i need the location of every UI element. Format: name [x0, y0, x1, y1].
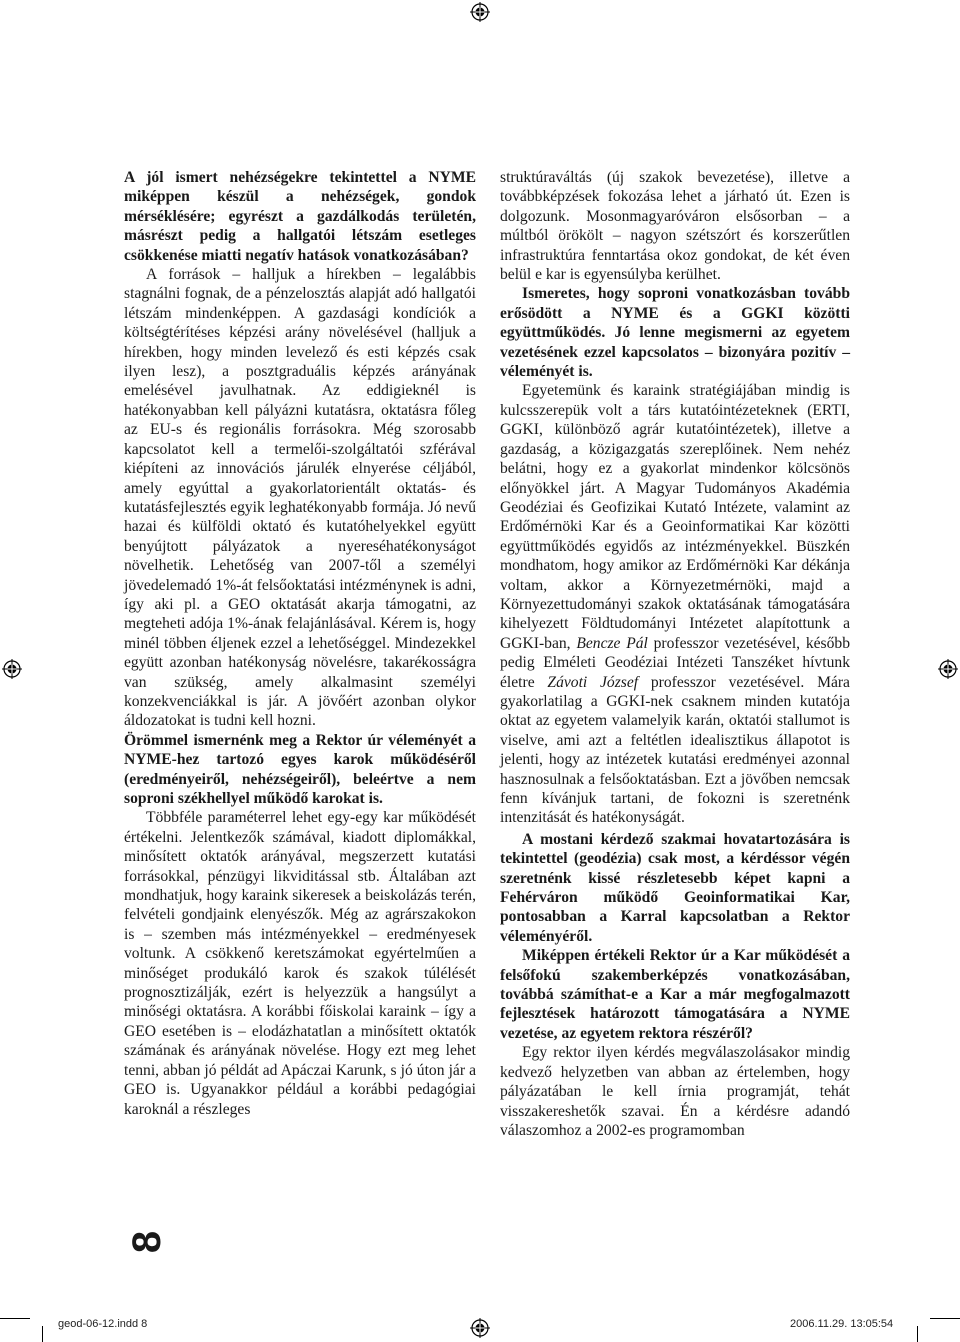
crop-mark: [0, 1318, 30, 1319]
left-column: [124, 168, 476, 1119]
page-number: 8: [125, 1230, 169, 1254]
crop-mark: [42, 1326, 43, 1342]
registration-mark-icon: [470, 1318, 490, 1338]
answer-text: Egyetemünk és karaink stratégiájában mindig is kulcsszerepük volt a társ kutatóintézeteknek (ERTI, GGKI, különböző agrár kutatóintézetek), illetve a gazdaság, a közigazgatás szereplőinek. Nem nehéz belátni, hogy ez a gyakorlat mindenkor kölcsönös előnyökkel járt. A Magyar Tudományos Akadémia Geodéziai és Geofizikai Kutató Intézete, valamint az Erdőmérnöki Kar és a Geoinformatikai Kar közötti együttműködés egyidős az intézményekkel. Büszkén mondhatom, hogy amikor az Erdőmérnöki Kar dékánja voltam, akkor a Környezetmérnöki, majd a Környezettudományi szakok oktatásának támogatására kihelyezett Földtudományi Intézetet alapítottunk a GGKI-ban,: [500, 382, 850, 652]
answer-text: professzor vezetésével, később pedig Elméleti Geodéziai Intézeti Tanszéket hívtunk életre: [500, 634, 850, 691]
person-name: Závoti József: [547, 673, 639, 691]
question-paragraph: Ismeretes, hogy soproni vonatkozásban tovább erősödött a NYME és a GGKI közötti együttműködés. Jó lenne megismerni az egyetem vezetésének ezzel kapcsolatos – bizonyára pozitív – véleményét is.: [500, 285, 850, 381]
question-paragraph: Miképpen értékeli Rektor úr a Kar működését a felsőfokú szakemberképzés vonatkozásában, továbbá számíthat-e a Kar a már megfogalmazott fejlesztések határozott támogatására a NYME vezetése, az egyetem rektora részéről?: [500, 947, 850, 1042]
registration-mark-icon: [470, 2, 490, 22]
answer-paragraph: struktúraváltás (új szakok bevezetése), illetve a továbbképzések fokozása lehet a járható út. Ezen is dolgozunk. Mosonmagyaróváron elsősorban – a múltból örökölt – nagyon szétszórt és korszerűtlen infrastruktúra fenntartása okoz gondokat, de két éven belül e kar is egyensúlyba kerülhet.: [500, 169, 850, 284]
answer-paragraph: A források – halljuk a hírekben – legalábbis stagnálni fognak, de a pénzelosztás alapját adó hallgatói létszám mindenképpen. A gazdasági kondíciók a költségtérítéses képzési arány növelésével (halljuk a hírekben, hogy minden levelező és esti képzés csak ilyen lesz), a posztgraduális képzés arányának emelésével javulhatnak. Az eddigieknél is hatékonyabban kell pályázni kutatásra, oktatásra főleg az EU-s és regionális forrásokra. Még szorosabb kapcsolatot kell a termelői-szolgáltatói szférával kiépíteni az innovációs járulék elnyerése céljából, amely egyúttal a gyakorlatorientált oktatás- és kutatásfejlesztés egyik leghatékonyabb formája. Jó nevű hazai és külföldi oktató és kutatóhelyekkel együtt benyújtott pályázatok a nyereséhatékonyságot növelhetik. Lehetőség van 2007-től a személyi jövedelemadó 1%-át felsőoktatási intézménynek is adni, így aki pl. a GEO oktatását akarja támogatni, az megteheti adója 1%-ának felajánlásával. Kérem is, hogy minél többen éljenek ezzel a lehetőséggel. Mindezekkel együtt azonban hatékonyság növelésre, takarékosságra van szükség, amely alkalmasint személyi konzekvenciákkal is jár. A jövőért azonban olykor áldozatokat is tudni kell hozni.: [124, 266, 476, 730]
registration-mark-icon: [2, 659, 22, 679]
answer-paragraph: Egy rektor ilyen kérdés megválaszolásakor mindig kedvező helyzetben van abban az értelemben, hogy pályázatában le kell írnia programját, tehát visszakereshetők szavai. Én a kérdésre adandó válaszomhoz a 2002-es programomban: [500, 1044, 850, 1139]
crop-mark: [917, 1326, 918, 1342]
answer-paragraph: [500, 381, 850, 827]
person-name: Bencze Pál: [576, 634, 648, 652]
answer-paragraph: Többféle paraméterrel lehet egy-egy kar működését értékelni. Jelentkezők számával, kiadott diplomákkal, minősített oktatók arányával, megszerzett kutatási forrásokkal, pénzügyi likviditással stb. Általában azt mondhatjuk, hogy karaink sikeresek a beiskolázás terén, felvételi gondjaink elenyészők. Még az agrárszakokon is – szemben más intézményekkel – eredményesek voltunk. A csökkenő keretszámokat egyértelműen a minőséget produkáló karok és szakok túlélését prognosztizálják, ezért is helyezzük a hangsúlyt a minőségi oktatásra. A korábbi főiskolai karaink – így a GEO esetében is – elodázhatatlan a minősített oktatók számának és arányának növelése. Hogy ezt meg lehet tenni, abban jó példát ad Apáczai Karunk, s jó úton jár a GEO is. Ugyanakkor például a korábbi pedagógiai karoknál a részleges: [124, 809, 476, 1118]
question-paragraph: A mostani kérdező szakmai hovatartozására is tekintettel (geodézia) csak most, a kérdéssor végén szeretnénk kissé részletesebb képet kapni a Fehérváron működő Geoinformatikai Kar, pontosabban a Karral kapcsolatban a Rektor véleményéről.: [500, 830, 850, 945]
slug-filename: geod-06-12.indd 8: [58, 1318, 148, 1330]
question-paragraph: A jól ismert nehézségekre tekintettel a NYME miképpen készül a nehézségek, gondok mérséklésére; egyrészt a gazdálkodás területén, másrészt pedig a hallgatói létszám esetleges csökkenése miatti negatív hatások vonatkozásában?: [124, 169, 476, 264]
crop-mark: [930, 1318, 960, 1319]
slug-timestamp: 2006.11.29. 13:05:54: [790, 1318, 894, 1330]
question-paragraph: Örömmel ismernénk meg a Rektor úr véleményét a NYME-hez tartozó egyes karok működéséről (eredményeiről, nehézségeiről), beleértve a nem soproni székhellyel működő karokat is.: [124, 731, 476, 807]
registration-mark-icon: [938, 659, 958, 679]
answer-text: professzor vezetésével. Mára gyakorlatilag a GGKI-nek csaknem minden kutatója oktat az egyetem valamelyik karán, oktatói stallumot is viselve, ami azt a feltétlen idealisztikus állapotot is jelenti, hogy az intézetek kutatási eredményei azonnal hasznosulnak a felsőoktatásban. Ezt a jövőben nemcsak fenn kívánjuk tartani, de fokozni is szeretnénk intenzitását és hatékonyságát.: [500, 673, 850, 827]
right-column: [500, 168, 850, 1140]
